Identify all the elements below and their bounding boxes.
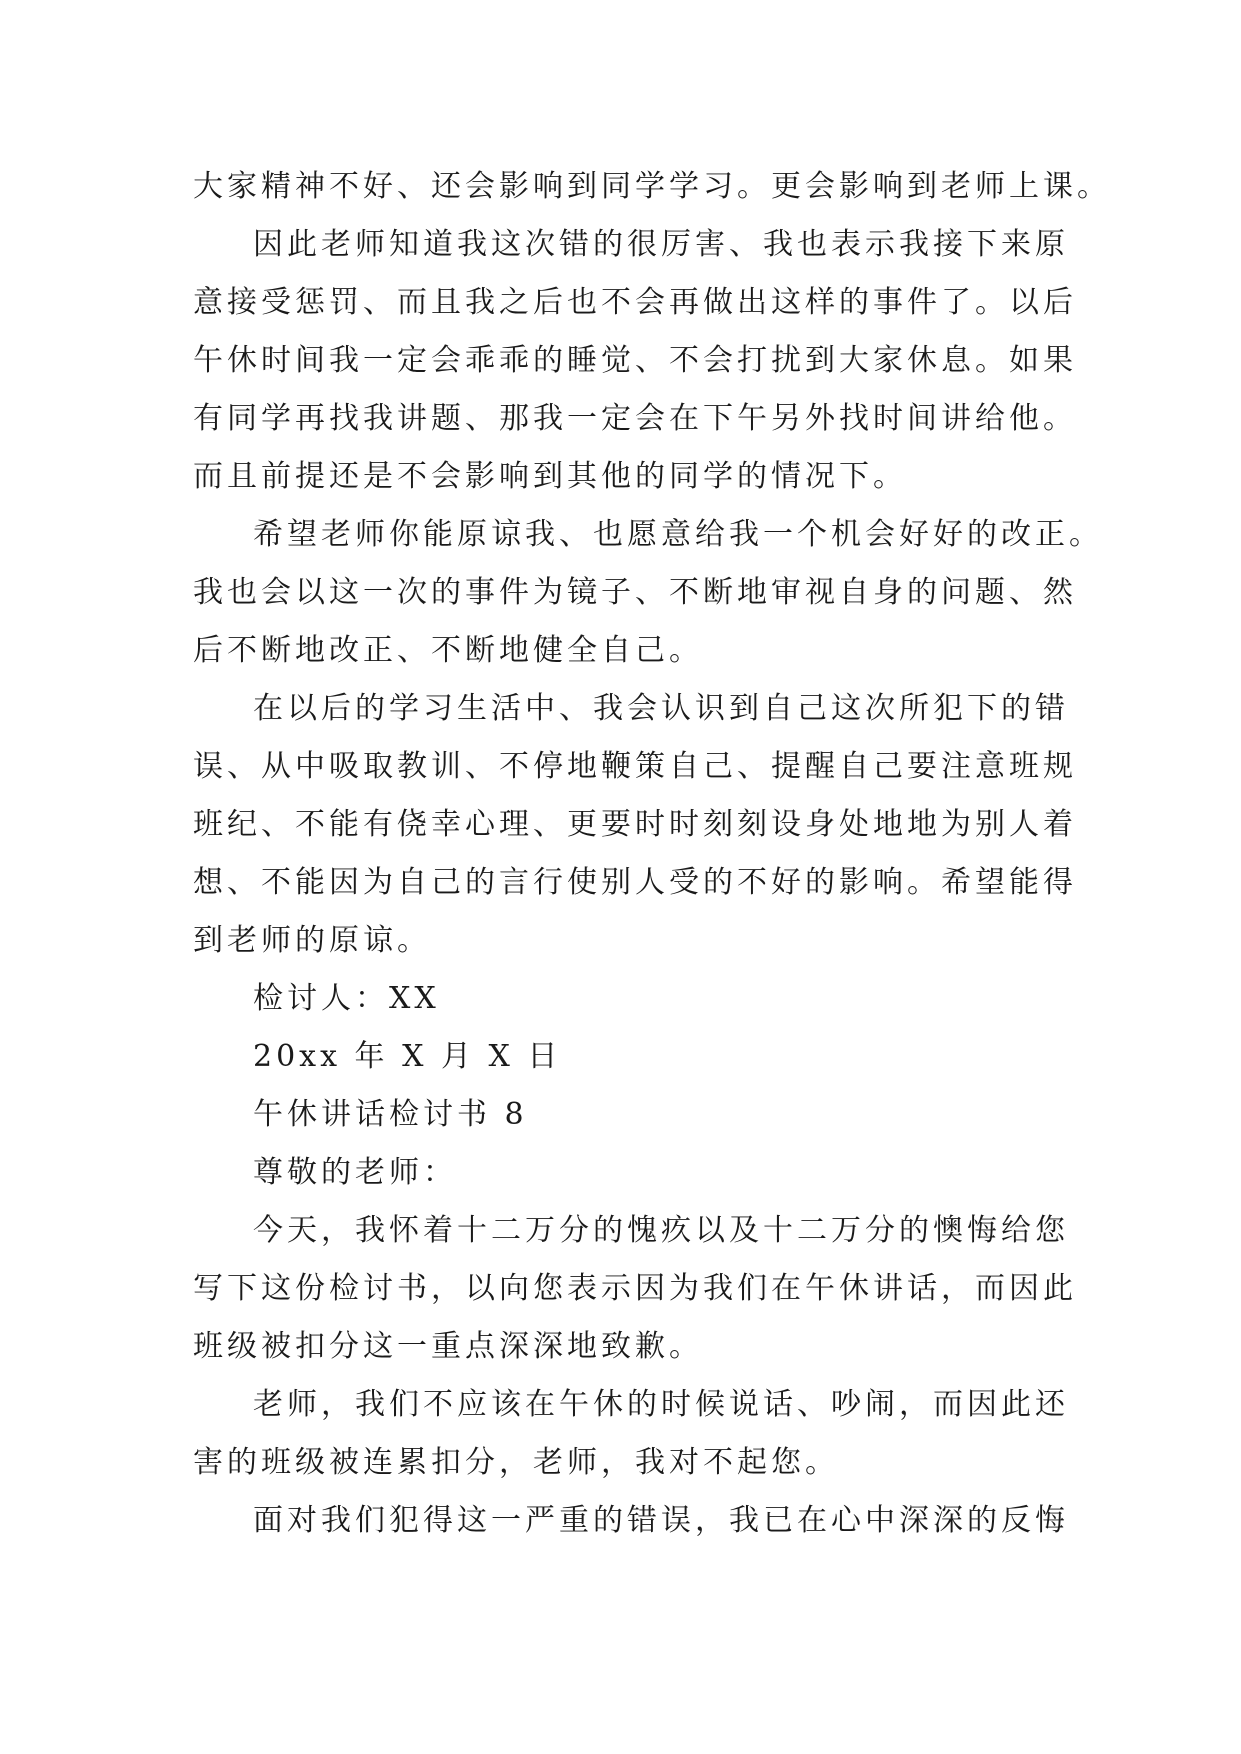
text-line: 希望老师你能原谅我、也愿意给我一个机会好好的改正。 [253,517,1103,552]
text-line: 有同学再找我讲题、那我一定会在下午另外找时间讲给他。 [193,401,1077,436]
text-line: 午休时间我一定会乖乖的睡觉、不会打扰到大家休息。如果 [193,343,1077,378]
text-line: 而且前提还是不会影响到其他的同学的情况下。 [193,459,907,494]
document-body [193,158,1111,1550]
text-line: 在以后的学习生活中、我会认识到自己这次所犯下的错 [253,691,1069,726]
text-line: 到老师的原谅。 [193,923,431,958]
text-line: 害的班级被连累扣分，老师，我对不起您。 [193,1445,839,1480]
text-line: 大家精神不好、还会影响到同学学习。更会影响到老师上课。 [193,169,1111,204]
date-line: 20xx 年 X 月 X 日 [253,1039,562,1074]
text-line: 今天，我怀着十二万分的愧疚以及十二万分的懊悔给您 [253,1213,1069,1248]
text-line: 想、不能因为自己的言行使别人受的不好的影响。希望能得 [193,865,1077,900]
text-line: 后不断地改正、不断地健全自己。 [193,633,703,668]
text-line: 班纪、不能有侥幸心理、更要时时刻刻设身处地地为别人着 [193,807,1077,842]
salutation: 尊敬的老师： [253,1155,457,1190]
text-line: 面对我们犯得这一严重的错误，我已在心中深深的反悔 [253,1503,1069,1538]
section-title: 午休讲话检讨书 8 [253,1097,528,1132]
text-line: 老师，我们不应该在午休的时候说话、吵闹，而因此还 [253,1387,1069,1422]
text-line: 写下这份检讨书，以向您表示因为我们在午休讲话，而因此 [193,1271,1077,1306]
text-line: 我也会以这一次的事件为镜子、不断地审视自身的问题、然 [193,575,1077,610]
text-line: 班级被扣分这一重点深深地致歉。 [193,1329,703,1364]
text-line: 意接受惩罚、而且我之后也不会再做出这样的事件了。以后 [193,285,1077,320]
text-line: 误、从中吸取教训、不停地鞭策自己、提醒自己要注意班规 [193,749,1077,784]
text-line: 因此老师知道我这次错的很厉害、我也表示我接下来原 [253,227,1069,262]
signature-line: 检讨人：XX [253,981,440,1016]
